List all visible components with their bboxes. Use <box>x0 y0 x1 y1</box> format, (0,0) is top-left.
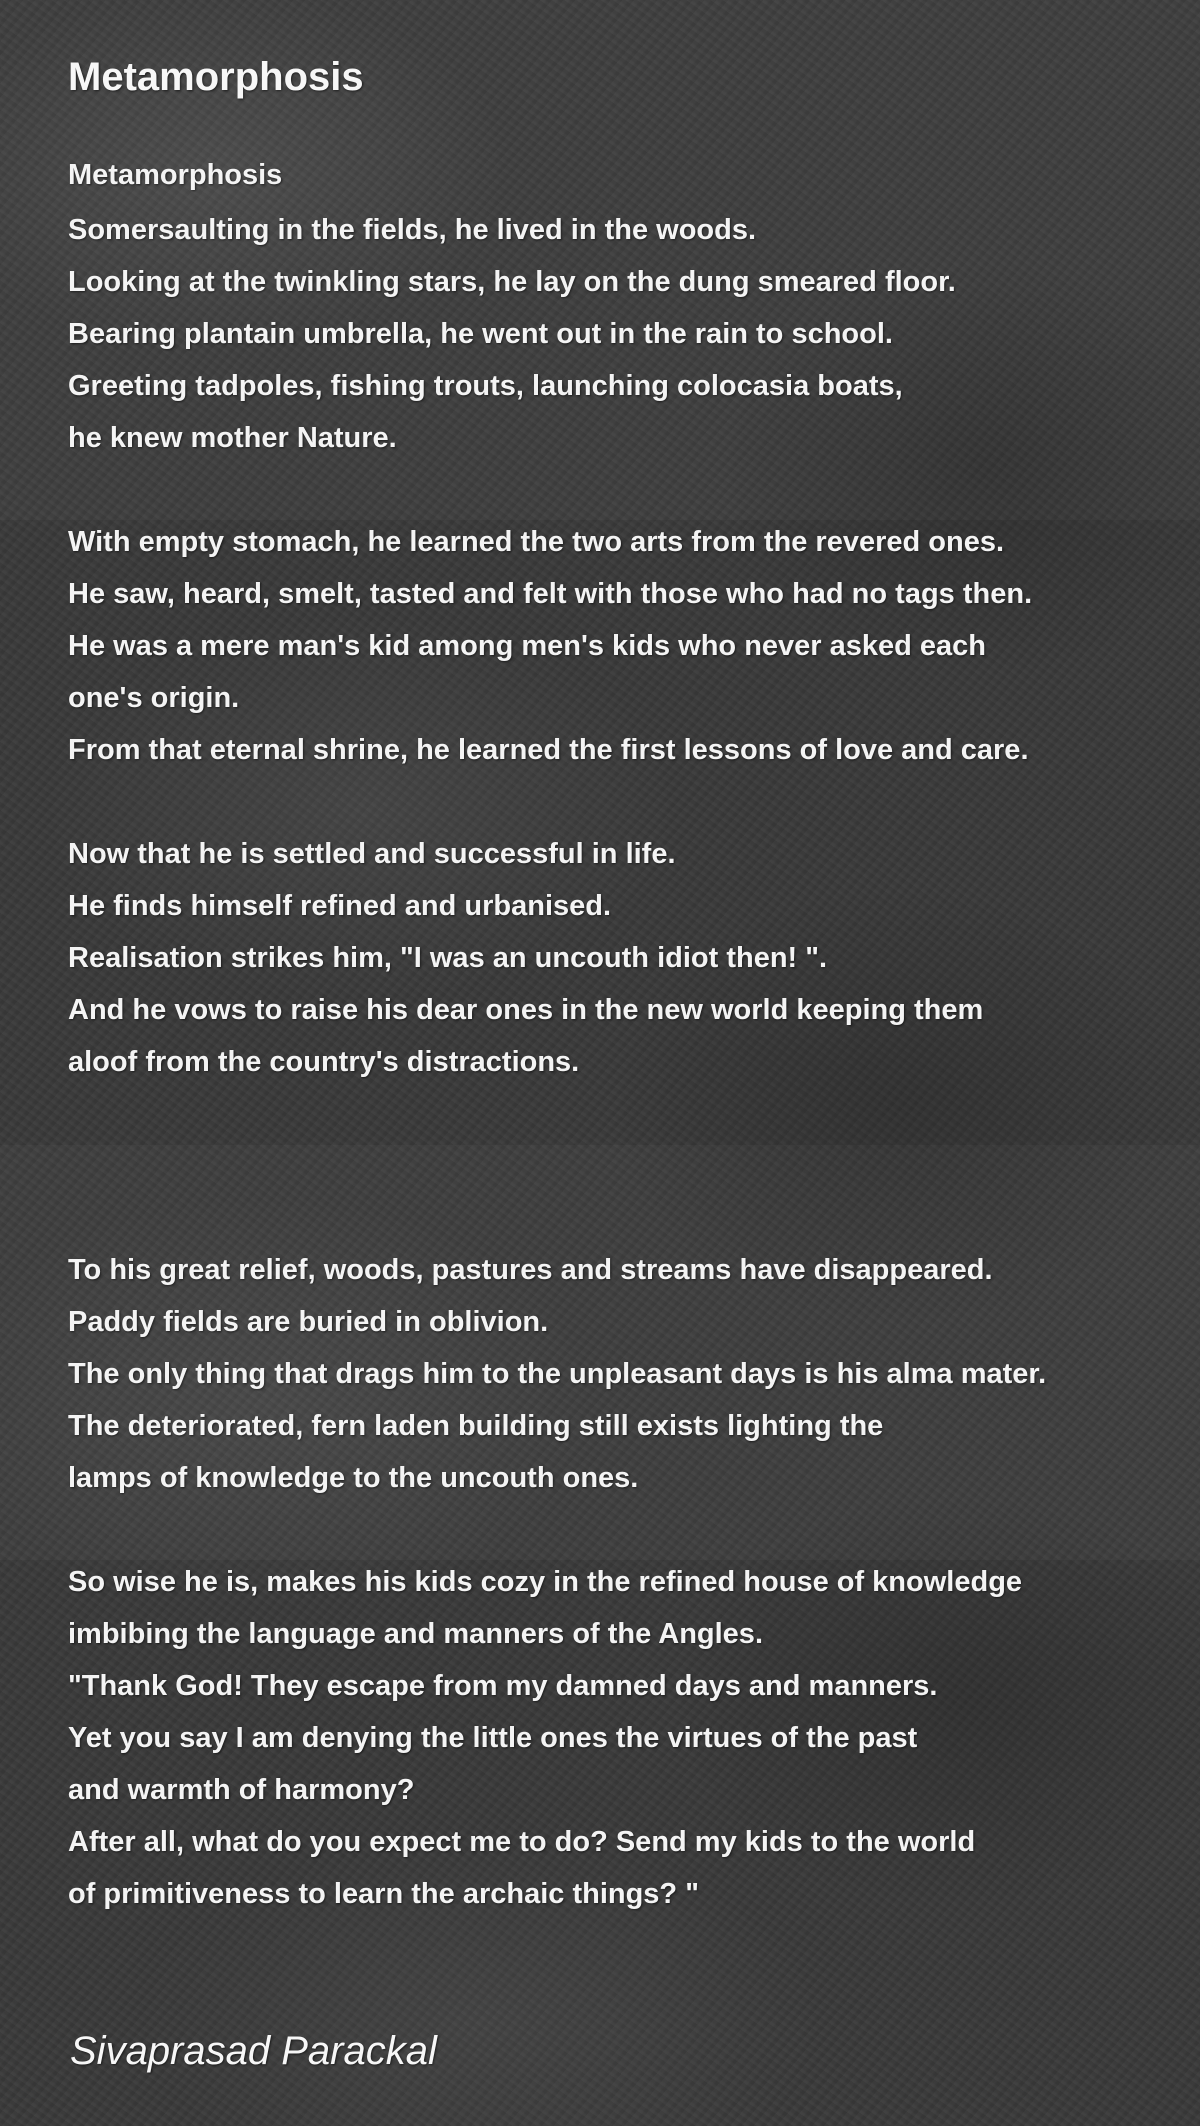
poem-line: Somersaulting in the fields, he lived in the woods. <box>68 214 757 246</box>
poem-line: And he vows to raise his dear ones in the new world keeping them <box>68 994 984 1026</box>
poem-line: After all, what do you expect me to do? Send my kids to the world <box>68 1826 976 1858</box>
poem-line: Realisation strikes him, "I was an uncouth idiot then! ". <box>68 942 828 974</box>
poem-line: So wise he is, makes his kids cozy in the refined house of knowledge <box>68 1566 1023 1598</box>
poem-line: Greeting tadpoles, fishing trouts, launching colocasia boats, <box>68 370 903 402</box>
poem-line: He saw, heard, smelt, tasted and felt with those who had no tags then. <box>68 578 1033 610</box>
stanza-gap <box>68 776 1178 828</box>
stanza-3 <box>68 828 1178 1088</box>
poem-line: He was a mere man's kid among men's kids who never asked each <box>68 630 987 662</box>
stanza-5 <box>68 1556 1178 1920</box>
poem-line: one's origin. <box>68 682 240 714</box>
poem-line: To his great relief, woods, pastures and streams have disappeared. <box>68 1254 993 1286</box>
poem-line: Bearing plantain umbrella, he went out in the rain to school. <box>68 318 893 350</box>
poem-line: With empty stomach, he learned the two arts from the revered ones. <box>68 526 1005 558</box>
stanza-1 <box>68 204 1178 464</box>
poem-line: Yet you say I am denying the little ones the virtues of the past <box>68 1722 918 1754</box>
poem-line: Now that he is settled and successful in life. <box>68 838 676 870</box>
poem-line: "Thank God! They escape from my damned days and manners. <box>68 1670 938 1702</box>
poem-line: From that eternal shrine, he learned the first lessons of love and care. <box>68 734 1029 766</box>
poem-line: imbibing the language and manners of the Angles. <box>68 1618 763 1650</box>
stanza-gap <box>68 464 1178 516</box>
poem-line: The deteriorated, fern laden building still exists lighting the <box>68 1410 884 1442</box>
poem-author: Sivaprasad Parackal <box>70 2029 437 2073</box>
poem-line: lamps of knowledge to the uncouth ones. <box>68 1462 639 1494</box>
stanza-2 <box>68 516 1178 776</box>
poem-line: He finds himself refined and urbanised. <box>68 890 612 922</box>
poem-line: The only thing that drags him to the unpleasant days is his alma mater. <box>68 1358 1047 1390</box>
poem-line: Looking at the twinkling stars, he lay on the dung smeared floor. <box>68 266 956 298</box>
poem-line: aloof from the country's distractions. <box>68 1046 580 1078</box>
poem-subtitle: Metamorphosis <box>68 159 283 191</box>
poem-line: Paddy fields are buried in oblivion. <box>68 1306 549 1338</box>
stanza-gap <box>68 1504 1178 1556</box>
poem-page <box>68 50 1178 1920</box>
stanza-gap <box>68 1088 1178 1140</box>
poem-line: of primitiveness to learn the archaic things? " <box>68 1878 699 1910</box>
stanza-gap <box>68 1192 1178 1244</box>
poem-line: he knew mother Nature. <box>68 422 397 454</box>
poem-title: Metamorphosis <box>68 55 364 99</box>
stanza-4 <box>68 1244 1178 1504</box>
stanza-gap <box>68 1140 1178 1192</box>
poem-line: and warmth of harmony? <box>68 1774 415 1806</box>
poem-body <box>68 204 1178 1920</box>
